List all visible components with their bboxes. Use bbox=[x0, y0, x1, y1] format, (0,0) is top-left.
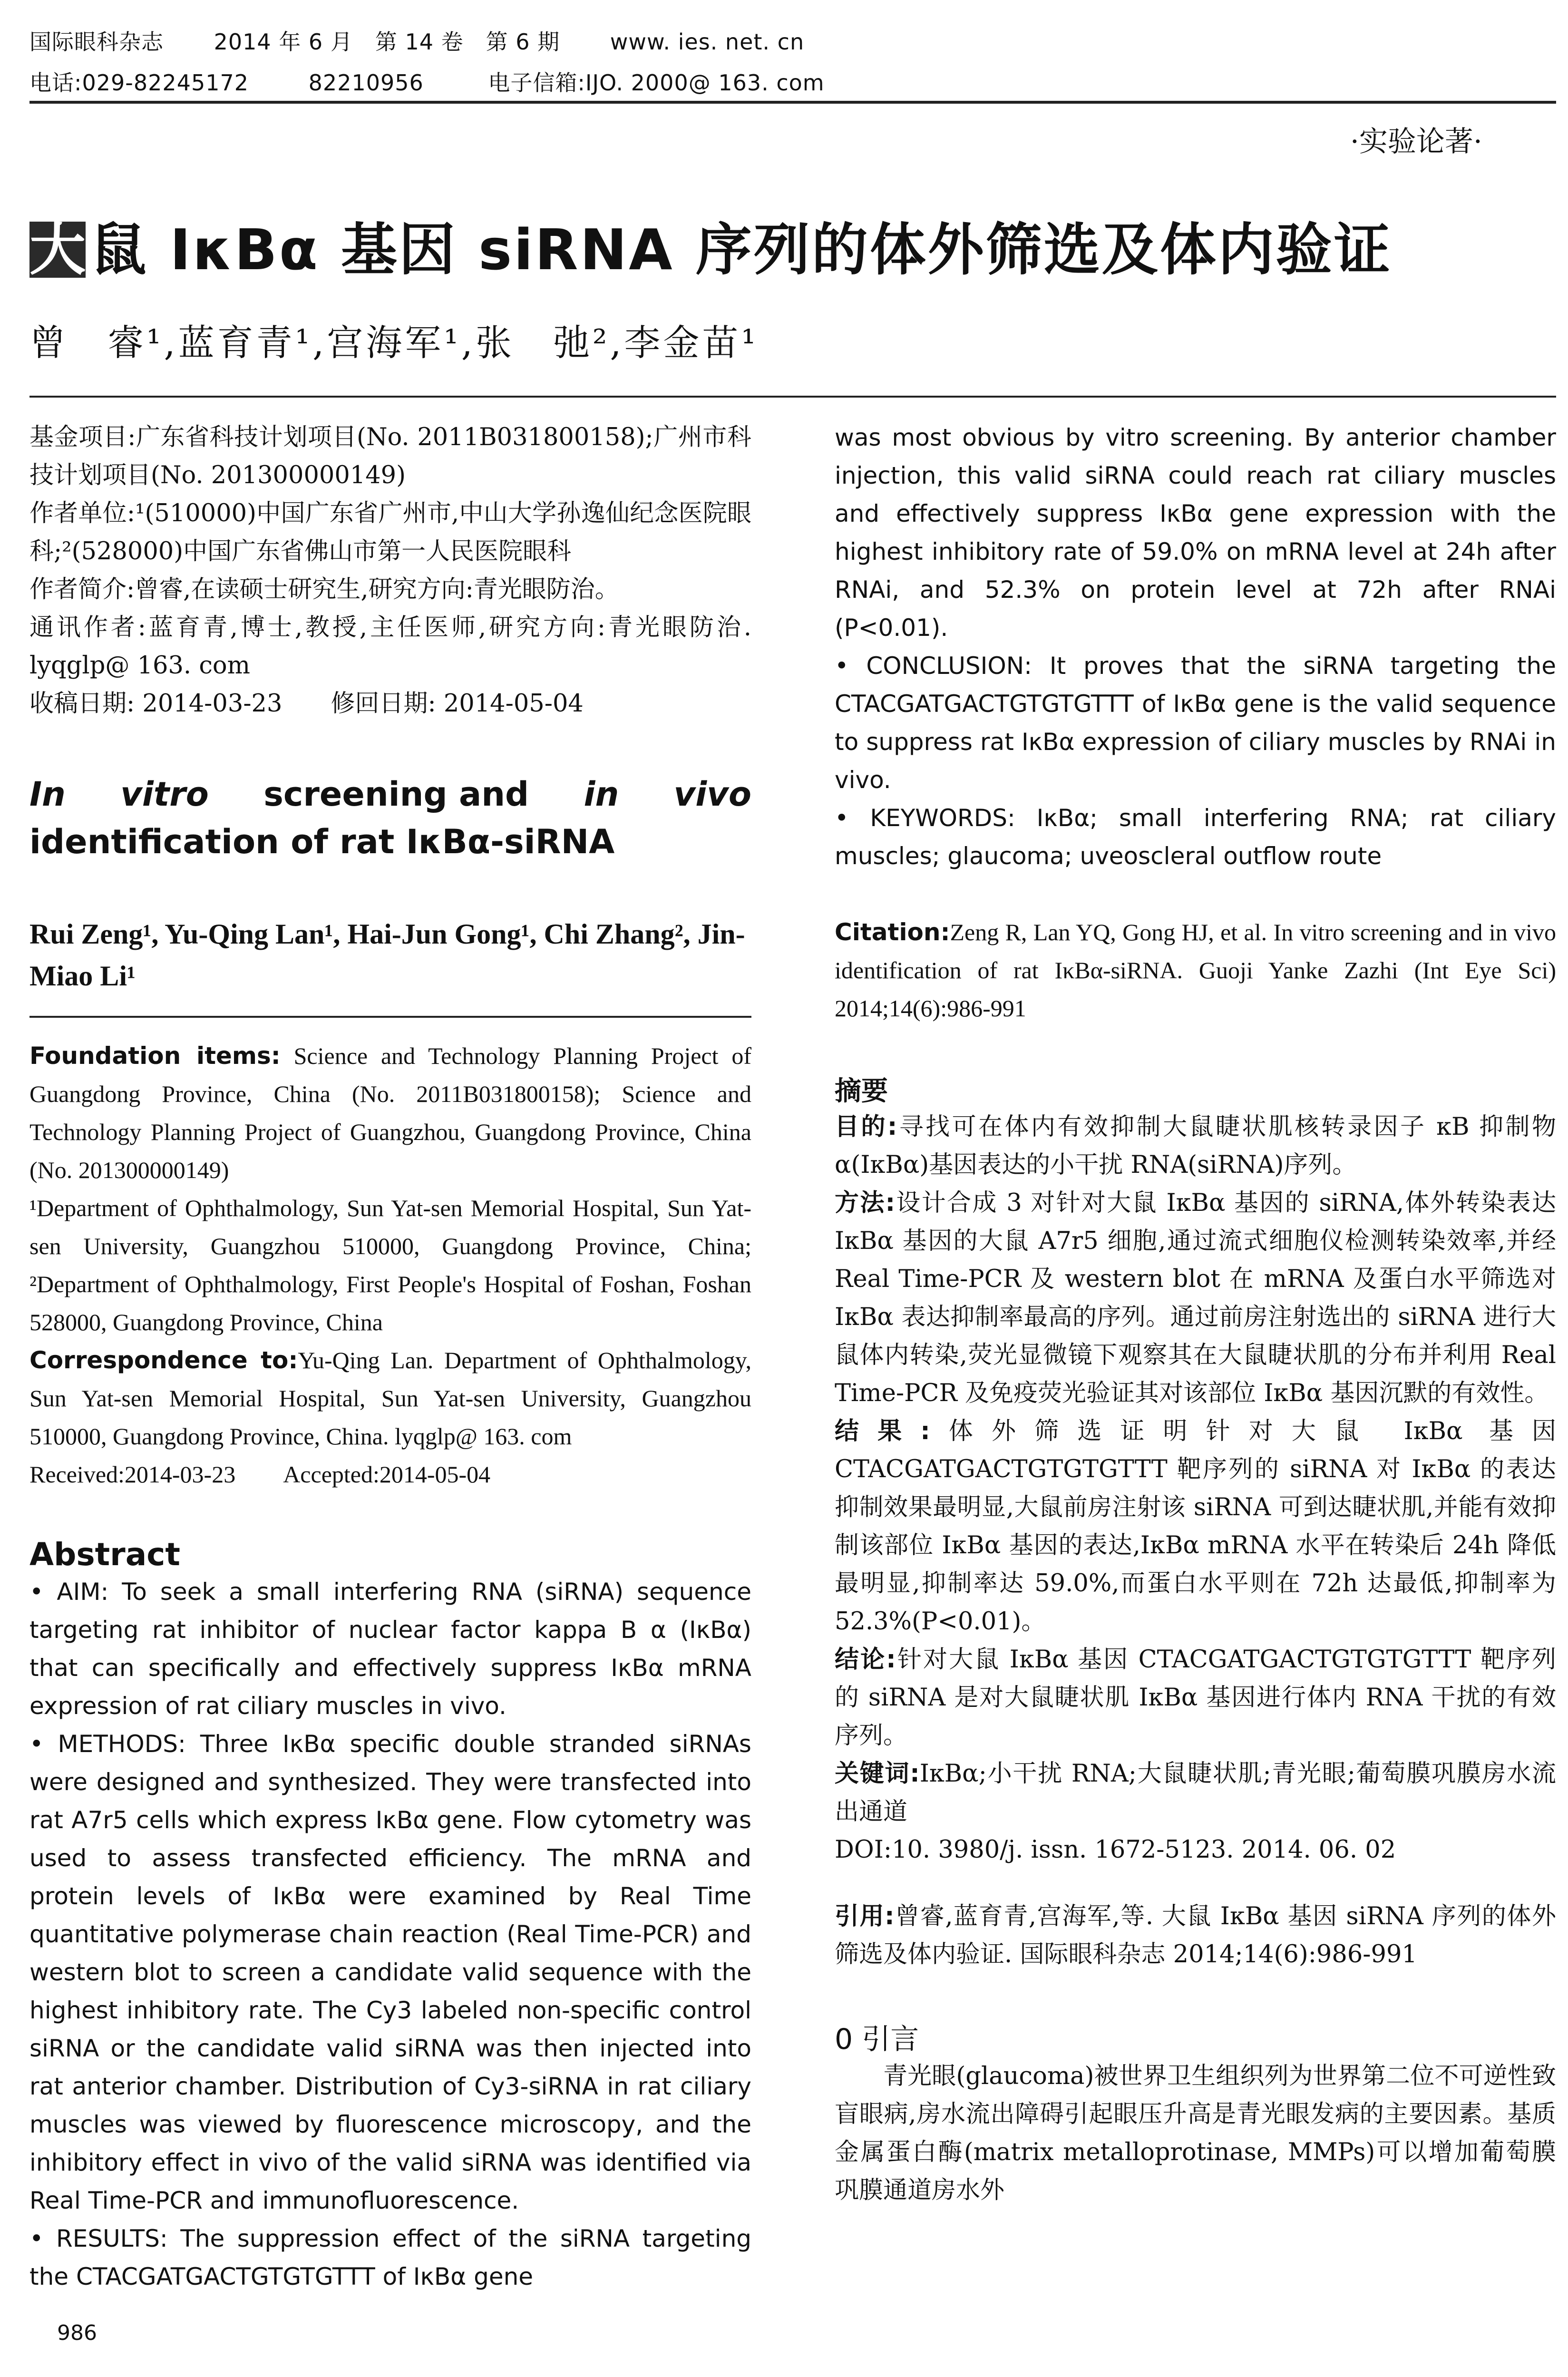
departments-en: ¹Department of Ophthalmology, Sun Yat-sen Memorial Hospital, Sun Yat-sen University, Guangzhou 510000, Guangdong Province, China; ²Department of Ophthalmology, First People's Hospital of Foshan, Foshan 528000, Guangdong Province, China bbox=[29, 1195, 751, 1335]
foundation-cn: 基金项目:广东省科技计划项目(No. 2011B031800158);广州市科技计划项目(No. 201300000149) bbox=[29, 423, 751, 489]
title-rule bbox=[29, 396, 1556, 398]
citation-en: Citation:Zeng R, Lan YQ, Gong HJ, et al. In vitro screening and in vivo identification of rat IκBα-siRNA. Guoji Yanke Zazhi (Int Eye Sci) 2014;14(6):986-991 bbox=[835, 918, 1556, 1022]
header-rule bbox=[29, 101, 1556, 104]
abstract-results-part2: was most obvious by vitro screening. By anterior chamber injection, this valid siRNA could reach rat ciliary muscles and effectively suppress IκBα gene expression with the highest inhibitory rate of 59.0% on mRNA level at 24h after RNAi, and 52.3% on protein level at 72h after RNAi (P<0.01). bbox=[835, 424, 1556, 642]
title-rest: 鼠 IκBα 基因 siRNA 序列的体外筛选及体内验证 bbox=[90, 217, 1392, 283]
foundation-en: Foundation items: Science and Technology Planning Project of Guangdong Province, China (No. 2011B031800158); Science and Technology Planning Project of Guangzhou, Guangdong Province, China (No. 201300000149) bbox=[29, 1042, 752, 1183]
right-column bbox=[835, 419, 1556, 2210]
journal-name: 国际眼科杂志 bbox=[29, 29, 164, 55]
left-column bbox=[29, 419, 751, 2296]
authors-en: Rui Zeng¹, Yu-Qing Lan¹, Hai-Jun Gong¹, Chi Zhang², Jin-Miao Li¹ bbox=[29, 918, 745, 992]
email: 电子信箱:IJO. 2000@ 163. com bbox=[488, 70, 825, 96]
abstract-aim: • AIM: To seek a small interfering RNA (siRNA) sequence targeting rat inhibitor of nuclear factor kappa B α (IκBα) that can specifically and effectively suppress IκBα mRNA expression of rat ciliary muscles in vivo. bbox=[29, 1578, 751, 1720]
doi: DOI:10. 3980/j. issn. 1672-5123. 2014. 06. 02 bbox=[835, 1836, 1396, 1864]
article-title bbox=[29, 205, 1392, 285]
phone2: 82210956 bbox=[308, 70, 424, 96]
abstract-cn-methods: 方法:设计合成 3 对针对大鼠 IκBα 基因的 siRNA,体外转染表达 IκBα 基因的大鼠 A7r5 细胞,通过流式细胞仪检测转染效率,并经 Real Time-PCR 及 western blot 在 mRNA 及蛋白水平筛选对 IκBα 表达抑制率最高的序列。通过前房注射选出的 siRNA 进行大鼠体内转染,荧光显微镜下观察其在大鼠睫状肌的分布并利用 Real Time-PCR 及免疫荧光验证其对该部位 IκBα 基因沉默的有效性。 bbox=[835, 1189, 1556, 1407]
english-title: In vitro screening and in vivo identification of rat IκBα-siRNA bbox=[29, 775, 751, 861]
abstract-cn-conclusion: 结论:针对大鼠 IκBα 基因 CTACGATGACTGTGTGTTT 靶序列的 siRNA 是对大鼠睫状肌 IκBα 基因进行体内 RNA 干扰的有效序列。 bbox=[835, 1646, 1556, 1750]
website[interactable]: www. ies. net. cn bbox=[610, 29, 805, 55]
section-label: ·实验论著· bbox=[1350, 125, 1482, 158]
issue-info: 2014 年 6 月 第 14 卷 第 6 期 bbox=[214, 29, 560, 55]
phone: 电话:029-82245172 bbox=[29, 70, 249, 96]
abstract-cn-aim: 目的:寻找可在体内有效抑制大鼠睫状肌核转录因子 κB 抑制物 α(IκBα)基因表达的小干扰 RNA(siRNA)序列。 bbox=[835, 1113, 1556, 1179]
authors-rule bbox=[29, 1016, 751, 1018]
title-first-char: 大 bbox=[29, 217, 88, 283]
intro-heading: 0 引言 bbox=[835, 2023, 919, 2056]
foundation-en-block bbox=[29, 1037, 751, 1493]
correspondence-cn: 通讯作者:蓝育青,博士,教授,主任医师,研究方向:青光眼防治. lyqglp@ 163. com bbox=[29, 614, 751, 680]
citation-cn: 引用:曾睿,蓝育青,宫海军,等. 大鼠 IκBα 基因 siRNA 序列的体外筛选及体内验证. 国际眼科杂志 2014;14(6):986-991 bbox=[835, 1902, 1556, 1968]
page-number: 986 bbox=[57, 2321, 97, 2345]
abstract-heading: Abstract bbox=[29, 1536, 180, 1573]
received-en: Received:2014-03-23 Accepted:2014-05-04 bbox=[29, 1461, 491, 1488]
abstract-conclusion: • CONCLUSION: It proves that the siRNA targeting the CTACGATGACTGTGTGTTT of IκBα gene is the valid sequence to suppress rat IκBα expression of ciliary muscles by RNAi in vivo. bbox=[835, 652, 1556, 794]
abstract-results-part1: • RESULTS: The suppression effect of the siRNA targeting the CTACGATGACTGTGTGTTT of IκBα gene bbox=[29, 2225, 751, 2290]
abstract-cn-results: 结果:体外筛选证明针对大鼠 IκBα 基因 CTACGATGACTGTGTGTTT 靶序列的 siRNA 对 IκBα 的表达抑制效果最明显,大鼠前房注射该 siRNA 可到达睫状肌,并能有效抑制该部位 IκBα 基因的表达,IκBα mRNA 水平在转染后 24h 降低最明显,抑制率达 59.0%,而蛋白水平则在 72h 达最低,抑制率为 52.3%(P<0.01)。 bbox=[835, 1417, 1556, 1636]
abstract-methods: • METHODS: Three IκBα specific double stranded siRNAs were designed and synthesized. They were transfected into rat A7r5 cells which express IκBα gene. Flow cytometry was used to assess transfected efficiency. The mRNA and protein levels of IκBα were examined by Real Time quantitative polymerase chain reaction (Real Time-PCR) and western blot to screen a candidate valid sequence with the highest inhibitory rate. The Cy3 labeled non-specific control siRNA or the candidate valid siRNA was then injected into rat anterior chamber. Distribution of Cy3-siRNA in rat ciliary muscles was viewed by fluorescence microscopy, and the inhibitory effect in vivo of the valid siRNA was identified via Real Time-PCR and immunofluorescence. bbox=[29, 1730, 751, 2214]
journal-header bbox=[29, 25, 804, 56]
bio-cn: 作者简介:曾睿,在读硕士研究生,研究方向:青光眼防治。 bbox=[29, 575, 619, 604]
abstract-cn-keywords: 关键词:IκBα;小干扰 RNA;大鼠睫状肌;青光眼;葡萄膜巩膜房水流出通道 bbox=[835, 1760, 1556, 1826]
contact-line bbox=[29, 66, 825, 97]
authors-cn: 曾 睿¹,蓝育青¹,宫海军¹,张 弛²,李金苗¹ bbox=[29, 321, 759, 364]
unit-cn: 作者单位:¹(510000)中国广东省广州市,中山大学孙逸仙纪念医院眼科;²(528000)中国广东省佛山市第一人民医院眼科 bbox=[29, 499, 751, 565]
abstract-keywords: • KEYWORDS: IκBα; small interfering RNA; rat ciliary muscles; glaucoma; uveoscleral outflow route bbox=[835, 804, 1556, 870]
correspondence-en: Correspondence to:Yu-Qing Lan. Department of Ophthalmology, Sun Yat-sen Memorial Hospital, Sun Yat-sen University, Guangzhou 510000, Guangdong Province, China. lyqglp@ 163. com bbox=[29, 1346, 751, 1450]
abstract-cn-heading: 摘要 bbox=[835, 1076, 888, 1107]
intro-text: 青光眼(glaucoma)被世界卫生组织列为世界第二位不可逆性致盲眼病,房水流出障碍引起眼压升高是青光眼发病的主要因素。基质金属蛋白酶(matrix metalloprotinase, MMPs)可以增加葡萄膜巩膜通道房水外 bbox=[835, 2062, 1556, 2204]
dates-cn: 收稿日期: 2014-03-23 修回日期: 2014-05-04 bbox=[29, 690, 584, 718]
